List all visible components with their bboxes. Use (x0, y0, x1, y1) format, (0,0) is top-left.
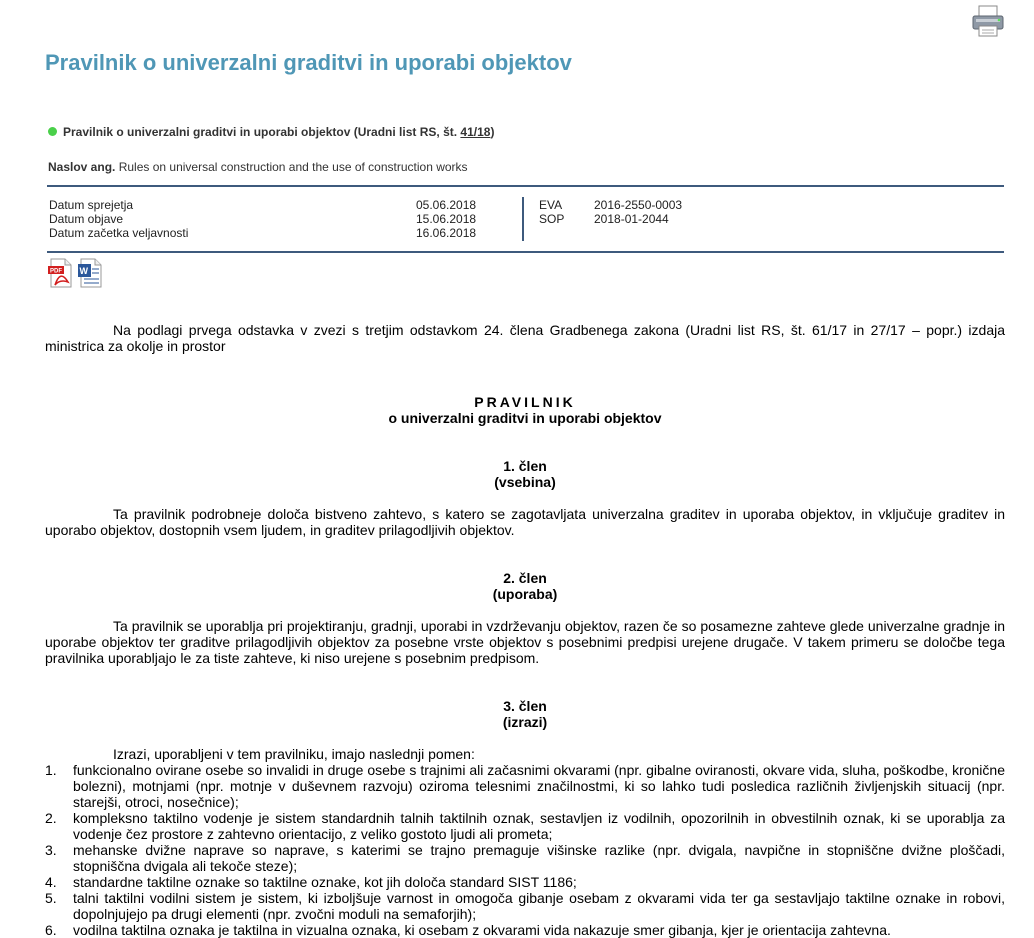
page-title: Pravilnik o univerzalni graditvi in uporabi objektov (45, 50, 572, 75)
meta-label: Datum sprejetja (49, 198, 134, 212)
issue-link[interactable]: 41/18 (460, 125, 491, 139)
article-number: 2. člen (503, 570, 547, 586)
article-text: Izrazi, uporabljeni v tem pravilniku, imajo naslednji pomen: (113, 746, 475, 762)
svg-text:W: W (79, 266, 88, 276)
document-heading: PRAVILNIK (474, 394, 576, 410)
meta-label: Datum začetka veljavnosti (49, 226, 189, 240)
registry-close: ) (490, 125, 495, 139)
english-title-value: Rules on universal construction and the use of construction works (118, 160, 468, 174)
list-number: 5. (45, 890, 57, 906)
list-item (45, 842, 1005, 874)
article-name: (uporaba) (492, 586, 558, 602)
list-number: 2. (45, 810, 57, 826)
list-text: standardne taktilne oznake so taktilne oznake, kot jih določa standard SIST 1186; (73, 874, 577, 890)
article-text: Ta pravilnik podrobneje določa bistveno zahtevo, s katero se zagotavljata univerzalna graditev in uporaba objektov, in vključuje graditev in uporabo objektov, dostopnih vsem ljudem, in graditev prilagodljivih objektov. (45, 506, 1005, 538)
pdf-file-icon[interactable] (48, 258, 74, 288)
meta-value: 2016-2550-0003 (594, 198, 683, 212)
meta-label: EVA (539, 198, 563, 212)
article-name: (izrazi) (502, 714, 548, 730)
meta-label: SOP (539, 212, 565, 226)
list-item (45, 890, 1005, 922)
list-text: mehanske dvižne naprave so naprave, s katerimi se trajno premaguje višinske razlike (npr. dvigala, navpične in stopniščne dvižne ploščadi, stopniščna dvigala ali tekoče steze); (73, 842, 1005, 874)
english-title (48, 160, 468, 174)
meta-label: Datum objave (49, 212, 124, 226)
svg-text:PDF: PDF (50, 268, 62, 275)
list-text: vodilna taktilna oznaka je taktilna in vizualna oznaka, ki osebam z okvarami vida nakazuje smer gibanja, kjer je orientacija zahtevna. (73, 922, 891, 938)
meta-divider (522, 197, 524, 241)
article-number: 1. člen (503, 458, 547, 474)
list-item (45, 922, 1005, 938)
list-item (45, 762, 1005, 810)
meta-value: 05.06.2018 (416, 198, 477, 212)
list-number: 1. (45, 762, 57, 778)
document-body (45, 320, 1005, 938)
article-name: (vsebina) (494, 474, 556, 490)
registry-name: Pravilnik o univerzalni graditvi in uporabi objektov (Uradni list RS, št. (63, 125, 461, 139)
meta-value: 2018-01-2044 (594, 212, 669, 226)
list-number: 6. (45, 922, 57, 938)
status-dot-icon (48, 127, 57, 136)
registry-line (48, 125, 494, 139)
meta-value: 15.06.2018 (416, 212, 477, 226)
definitions-list (45, 762, 1005, 938)
english-title-label: Naslov ang. (48, 160, 116, 174)
list-text: funkcionalno ovirane osebe so invalidi in druge osebe s trajnimi ali začasnimi okvarami (npr. gibalne oviranosti, okvare vida, sluha, poškodbe, kronične bolezni), motnjami (npr. motnje v duševnem razvoju) oziroma telesnimi značilnostmi, ki so lahko tudi posledica različnih življenjskih situacij (npr. starejši, otroci, nosečnice); (73, 762, 1005, 810)
list-number: 4. (45, 874, 57, 890)
list-number: 3. (45, 842, 57, 858)
list-text: kompleksno taktilno vodenje je sistem standardnih talnih taktilnih oznak, sestavljen iz vodilnih, opozorilnih in obvestilnih oznak, ki se uporablja za vodenje čez prostore z zahtevno orientacijo, z veliko gostoto ljudi ali prometa; (73, 810, 1005, 842)
meta-value: 16.06.2018 (416, 226, 477, 240)
metadata-box (47, 185, 1004, 253)
document-subheading: o univerzalni graditvi in uporabi objektov (388, 410, 662, 426)
word-file-icon[interactable] (78, 258, 104, 288)
preamble: Na podlagi prvega odstavka v zvezi s tretjim odstavkom 24. člena Gradbenega zakona (Uradni list RS, št. 61/17 in 27/17 – popr.) izdaja ministrica za okolje in prostor (45, 322, 1005, 354)
list-text: talni taktilni vodilni sistem je sistem, ki izboljšuje varnost in omogoča gibanje osebam z okvarami vida ter ga sestavljajo taktilne oznake in robovi, dopolnjujejo pa drugi elementi (npr. zvočni moduli na semaforjih); (73, 890, 1005, 922)
printer-icon[interactable] (970, 4, 1006, 38)
article-text: Ta pravilnik se uporablja pri projektiranju, gradnji, uporabi in vzdrževanju objektov, razen če so posamezne zahteve glede univerzalne gradnje in uporabe objektov ter graditve prilagodljivih objektov za posebne vrste objektov s posebnimi predpisi urejene drugače. V takem primeru se določbe tega pravilnika uporabljajo le za tiste zahteve, ki niso urejene s posebnim predpisom. (45, 618, 1005, 666)
list-item (45, 810, 1005, 842)
article-number: 3. člen (503, 698, 547, 714)
list-item (45, 874, 1005, 890)
